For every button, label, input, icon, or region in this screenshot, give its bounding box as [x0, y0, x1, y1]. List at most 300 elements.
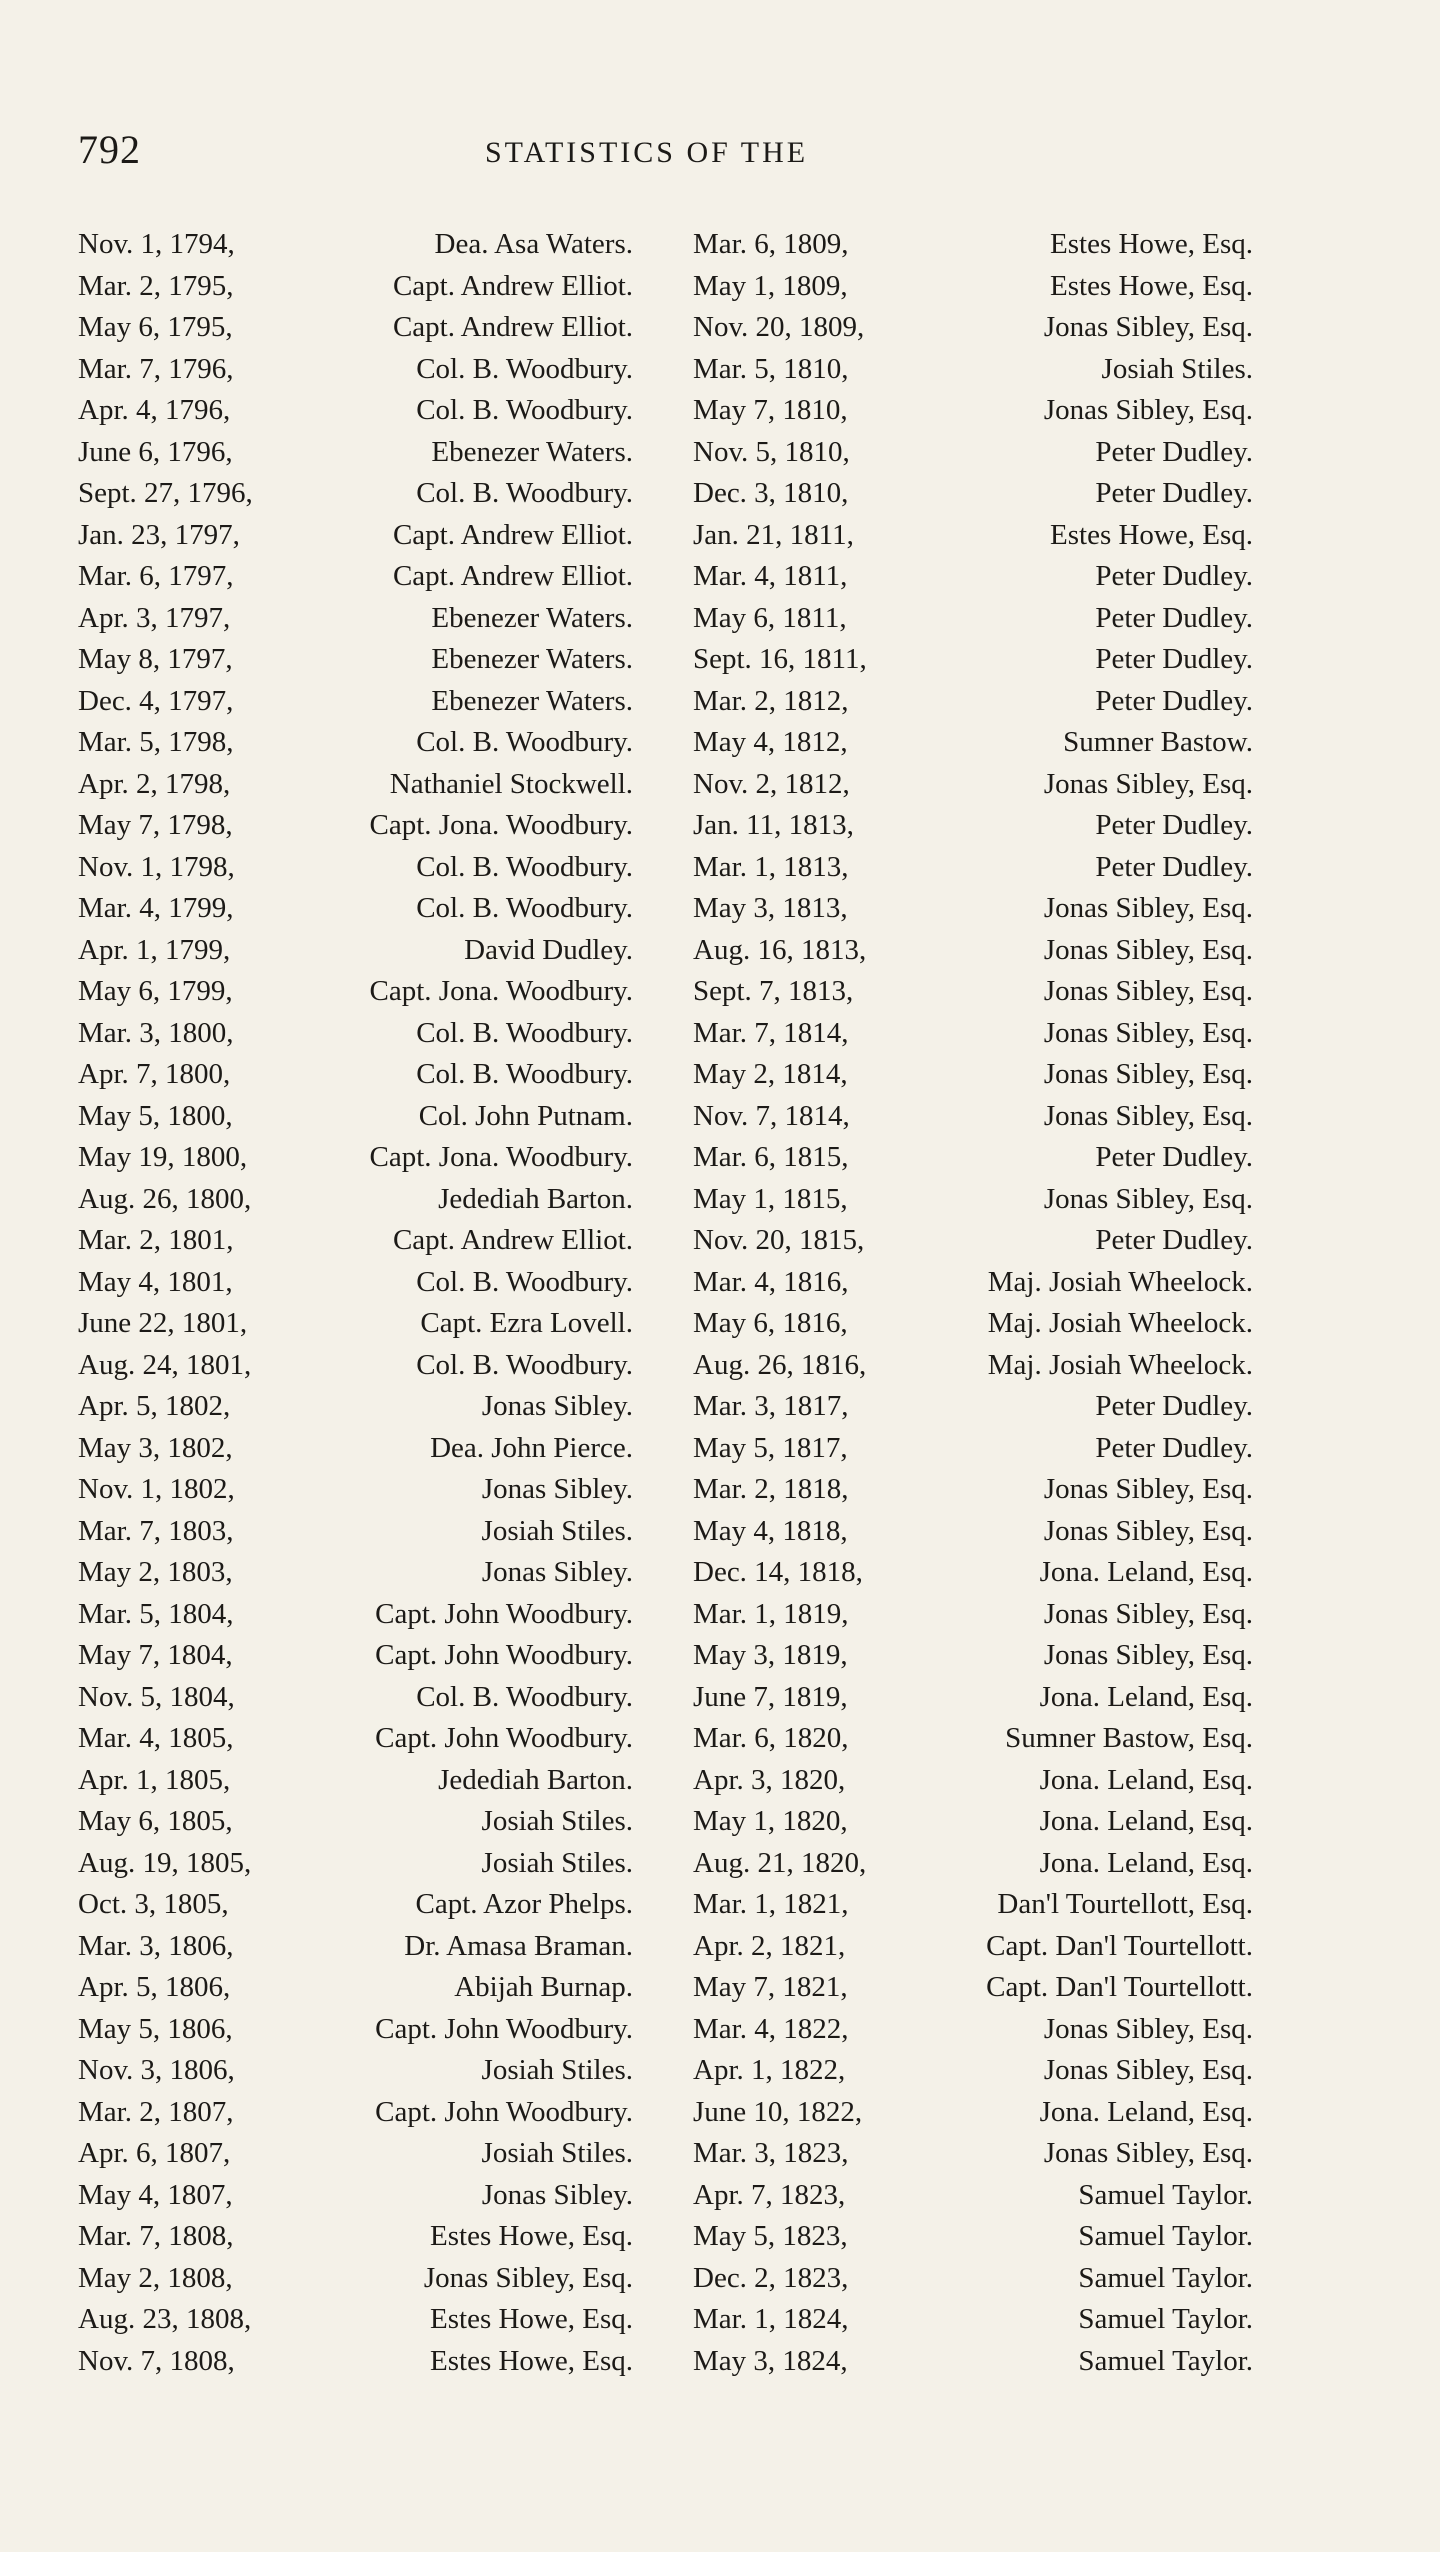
meeting-entry [693, 224, 1253, 266]
meeting-date: Sept. 16, 1811, [693, 643, 867, 675]
moderator-name: Dr. Amasa Braman. [404, 1929, 633, 1962]
meeting-entry [78, 1220, 633, 1262]
moderator-name: Nathaniel Stockwell. [389, 767, 633, 800]
meeting-entry [693, 1926, 1253, 1968]
meeting-date: Dec. 14, 1818, [693, 1556, 863, 1588]
moderator-name: Jona. Leland, Esq. [1039, 1805, 1253, 1837]
meeting-date: Aug. 26, 1800, [78, 1182, 252, 1215]
meeting-entry [693, 2341, 1253, 2383]
meeting-entry [693, 930, 1253, 972]
meeting-date: Apr. 1, 1799, [78, 933, 231, 966]
meeting-entry [78, 1926, 633, 1968]
moderator-name: Peter Dudley. [1095, 601, 1253, 634]
meeting-entry [78, 473, 633, 515]
meeting-entry [693, 349, 1253, 391]
moderator-name: Jedediah Barton. [438, 1182, 633, 1215]
moderator-name: Estes Howe, Esq. [1050, 269, 1253, 302]
meeting-date: Mar. 7, 1814, [693, 1016, 849, 1049]
meeting-date: Apr. 2, 1821, [693, 1929, 846, 1962]
meeting-date: Mar. 6, 1815, [693, 1141, 849, 1173]
moderator-name: Estes Howe, Esq. [430, 2220, 633, 2252]
moderator-name: Jona. Leland, Esq. [1039, 1763, 1253, 1796]
moderator-name: Dea. John Pierce. [430, 1431, 633, 1464]
meeting-date: June 10, 1822, [693, 2095, 863, 2128]
moderator-name: Capt. John Woodbury. [375, 1639, 633, 1671]
meeting-date: Mar. 6, 1809, [693, 228, 849, 260]
meeting-date: Apr. 3, 1797, [78, 601, 231, 634]
moderator-name: Capt. John Woodbury. [375, 1722, 633, 1754]
moderator-name: Peter Dudley. [1095, 1431, 1253, 1464]
meeting-entry [693, 2009, 1253, 2051]
moderator-name: Jonas Sibley, Esq. [1043, 1058, 1253, 1090]
meeting-date: May 2, 1814, [693, 1058, 848, 1090]
meeting-date: May 1, 1815, [693, 1182, 848, 1215]
moderator-name: Estes Howe, Esq. [1050, 518, 1253, 551]
meeting-entry [693, 888, 1253, 930]
meeting-date: May 6, 1799, [78, 975, 233, 1007]
meeting-entry [693, 1137, 1253, 1179]
meeting-date: Mar. 2, 1807, [78, 2095, 234, 2128]
moderator-name: Jonas Sibley, Esq. [1043, 1473, 1253, 1505]
meeting-entry [78, 847, 633, 889]
meeting-entry [693, 2216, 1253, 2258]
moderator-name: Peter Dudley. [1095, 560, 1253, 592]
moderator-name: Capt. John Woodbury. [375, 1597, 633, 1630]
meeting-entry [78, 2175, 633, 2217]
meeting-date: Nov. 7, 1814, [693, 1099, 850, 1132]
moderator-name: Samuel Taylor. [1078, 2261, 1253, 2294]
moderator-name: Col. B. Woodbury. [416, 1058, 633, 1090]
meeting-entry [78, 1677, 633, 1719]
meeting-entry [693, 1594, 1253, 1636]
moderator-name: Ebenezer Waters. [431, 684, 633, 717]
moderator-name: Capt. Jona. Woodbury. [369, 809, 633, 841]
meeting-entry [78, 1345, 633, 1387]
moderator-name: Jonas Sibley. [481, 1556, 633, 1588]
moderator-name: Maj. Josiah Wheelock. [987, 1348, 1253, 1381]
moderator-name: Capt. Dan'l Tourtellott. [986, 1971, 1253, 2003]
meeting-date: Apr. 4, 1796, [78, 394, 231, 426]
meeting-date: Apr. 6, 1807, [78, 2137, 231, 2169]
meeting-entry [78, 639, 633, 681]
meeting-entry [78, 2009, 633, 2051]
moderator-name: Jona. Leland, Esq. [1039, 1846, 1253, 1879]
page-number: 792 [78, 127, 141, 172]
moderator-name: Capt. Andrew Elliot. [392, 269, 633, 302]
meeting-date: May 5, 1823, [693, 2220, 848, 2252]
meeting-entry [78, 1967, 633, 2009]
meeting-entry [693, 681, 1253, 723]
meeting-entry [693, 1552, 1253, 1594]
meeting-date: May 6, 1795, [78, 311, 233, 343]
meeting-entry [78, 1760, 633, 1802]
meeting-entry [78, 598, 633, 640]
meeting-date: May 3, 1802, [78, 1431, 233, 1464]
moderator-name: Jonas Sibley, Esq. [1043, 394, 1253, 426]
meeting-date: Jan. 23, 1797, [78, 518, 240, 551]
meeting-date: Mar. 2, 1812, [693, 684, 849, 717]
moderator-name: Capt. Ezra Lovell. [420, 1307, 633, 1339]
meeting-date: Dec. 3, 1810, [693, 477, 849, 509]
moderator-name: Capt. Andrew Elliot. [392, 560, 633, 592]
meeting-date: Dec. 2, 1823, [693, 2261, 849, 2294]
moderator-name: Col. B. Woodbury. [416, 1348, 633, 1381]
moderator-name: Maj. Josiah Wheelock. [987, 1265, 1253, 1298]
moderator-name: Dea. Asa Waters. [434, 228, 633, 260]
moderator-name: Col. B. Woodbury. [416, 394, 633, 426]
meeting-entry [693, 2175, 1253, 2217]
moderator-name: Peter Dudley. [1095, 1141, 1253, 1173]
meeting-entry [78, 2299, 633, 2341]
moderator-name: Ebenezer Waters. [431, 601, 633, 634]
meeting-entry [693, 2133, 1253, 2175]
meeting-entry [78, 1096, 633, 1138]
meeting-entry [78, 1843, 633, 1885]
meeting-entry [693, 2299, 1253, 2341]
moderator-name: Capt. Andrew Elliot. [392, 311, 633, 343]
moderator-name: Capt. John Woodbury. [375, 2012, 633, 2045]
moderator-name: Jonas Sibley, Esq. [1043, 975, 1253, 1007]
meeting-date: Aug. 19, 1805, [78, 1846, 252, 1879]
meeting-entry [78, 1428, 633, 1470]
moderator-name: David Dudley. [464, 933, 633, 966]
meeting-entry [78, 971, 633, 1013]
moderator-name: Estes Howe, Esq. [1050, 228, 1253, 260]
meeting-date: Mar. 1, 1813, [693, 850, 849, 883]
moderator-name: Col. B. Woodbury. [416, 1680, 633, 1713]
moderator-name: Jona. Leland, Esq. [1039, 1556, 1253, 1588]
meeting-date: Aug. 23, 1808, [78, 2303, 252, 2335]
moderator-name: Josiah Stiles. [1101, 352, 1253, 385]
moderator-name: Dan'l Tourtellott, Esq. [997, 1888, 1253, 1920]
meeting-entry [78, 432, 633, 474]
meeting-date: Nov. 20, 1815, [693, 1224, 865, 1256]
meeting-date: May 4, 1818, [693, 1514, 848, 1547]
meeting-date: Mar. 5, 1798, [78, 726, 234, 758]
meeting-date: Mar. 5, 1810, [693, 352, 849, 385]
meeting-entry [693, 1054, 1253, 1096]
meeting-entry [693, 1511, 1253, 1553]
meeting-date: May 8, 1797, [78, 643, 233, 675]
meeting-entry [78, 515, 633, 557]
meeting-date: Mar. 3, 1806, [78, 1929, 234, 1962]
meeting-entry [693, 1967, 1253, 2009]
meeting-entry [693, 639, 1253, 681]
meeting-date: Dec. 4, 1797, [78, 684, 234, 717]
moderator-name: Josiah Stiles. [481, 1805, 633, 1837]
meeting-entry [78, 2341, 633, 2383]
moderator-name: Capt. Jona. Woodbury. [369, 975, 633, 1007]
meeting-date: Aug. 26, 1816, [693, 1348, 867, 1381]
meeting-date: Nov. 20, 1809, [693, 311, 865, 343]
meeting-date: Sept. 27, 1796, [78, 477, 253, 509]
moderator-name: Jonas Sibley, Esq. [1043, 1639, 1253, 1671]
meeting-entry [693, 1262, 1253, 1304]
meeting-entry [693, 2258, 1253, 2300]
meeting-date: May 7, 1810, [693, 394, 848, 426]
meeting-entry [78, 1386, 633, 1428]
meeting-date: Apr. 1, 1822, [693, 2054, 846, 2086]
meeting-entry [78, 556, 633, 598]
meeting-date: Nov. 1, 1794, [78, 228, 235, 260]
running-title: STATISTICS OF THE [485, 136, 809, 169]
moderator-name: Abijah Burnap. [454, 1971, 633, 2003]
moderator-name: Capt. Dan'l Tourtellott. [986, 1929, 1253, 1962]
meeting-entry [78, 1179, 633, 1221]
moderator-name: Jonas Sibley, Esq. [1043, 1514, 1253, 1547]
moderator-name: Capt. Andrew Elliot. [392, 518, 633, 551]
moderator-name: Ebenezer Waters. [431, 643, 633, 675]
meeting-date: Nov. 1, 1802, [78, 1473, 235, 1505]
moderator-name: Peter Dudley. [1095, 1224, 1253, 1256]
meeting-entry [78, 1013, 633, 1055]
meeting-entry [693, 1428, 1253, 1470]
meeting-entry [693, 266, 1253, 308]
meeting-date: Nov. 3, 1806, [78, 2054, 235, 2086]
meeting-date: Mar. 1, 1821, [693, 1888, 849, 1920]
meeting-entry [693, 390, 1253, 432]
moderator-name: Col. B. Woodbury. [416, 1265, 633, 1298]
meeting-entry [78, 2092, 633, 2134]
meeting-entry [78, 1884, 633, 1926]
meeting-entry [78, 681, 633, 723]
meeting-entry [693, 432, 1253, 474]
meeting-date: May 6, 1805, [78, 1805, 233, 1837]
meeting-entry [693, 1635, 1253, 1677]
meeting-date: May 1, 1820, [693, 1805, 848, 1837]
meeting-date: May 2, 1803, [78, 1556, 233, 1588]
meeting-entry [693, 598, 1253, 640]
moderator-name: Josiah Stiles. [481, 2137, 633, 2169]
meeting-date: Mar. 4, 1811, [693, 560, 848, 592]
meeting-date: May 5, 1806, [78, 2012, 233, 2045]
meeting-entry [693, 1096, 1253, 1138]
meeting-entry [78, 1137, 633, 1179]
moderator-name: Sumner Bastow. [1063, 726, 1253, 758]
meeting-date: Nov. 5, 1810, [693, 435, 850, 468]
moderator-name: Col. B. Woodbury. [416, 477, 633, 509]
meeting-entry [78, 2258, 633, 2300]
meeting-date: Nov. 2, 1812, [693, 767, 850, 800]
meeting-entry [78, 888, 633, 930]
left-column [78, 224, 633, 2382]
meeting-date: June 6, 1796, [78, 435, 233, 468]
meeting-entry [693, 971, 1253, 1013]
meeting-date: Apr. 7, 1800, [78, 1058, 231, 1090]
meeting-date: Mar. 4, 1799, [78, 892, 234, 924]
moderator-name: Jonas Sibley. [481, 2178, 633, 2211]
meeting-date: May 6, 1811, [693, 601, 847, 634]
moderator-name: Jonas Sibley, Esq. [1043, 2012, 1253, 2045]
moderator-name: Jonas Sibley, Esq. [1043, 2054, 1253, 2086]
meeting-date: May 5, 1817, [693, 1431, 848, 1464]
meeting-entry [78, 349, 633, 391]
moderator-name: Samuel Taylor. [1078, 2220, 1253, 2252]
meeting-entry [78, 1718, 633, 1760]
moderator-name: Jona. Leland, Esq. [1039, 1680, 1253, 1713]
meeting-date: May 3, 1813, [693, 892, 848, 924]
moderator-name: Jonas Sibley. [481, 1390, 633, 1422]
meeting-entry [78, 2050, 633, 2092]
moderator-name: Col. B. Woodbury. [416, 850, 633, 883]
moderator-name: Jonas Sibley, Esq. [1043, 1016, 1253, 1049]
moderator-name: Capt. Andrew Elliot. [392, 1224, 633, 1256]
meeting-entry [78, 1635, 633, 1677]
meeting-entry [693, 515, 1253, 557]
meeting-entry [693, 1345, 1253, 1387]
meeting-entry [693, 473, 1253, 515]
moderator-name: Capt. Azor Phelps. [415, 1888, 633, 1920]
meeting-entry [78, 1303, 633, 1345]
meeting-entry [693, 1801, 1253, 1843]
meeting-date: May 2, 1808, [78, 2261, 233, 2294]
moderator-name: Jonas Sibley, Esq. [1043, 892, 1253, 924]
meeting-date: May 6, 1816, [693, 1307, 848, 1339]
meeting-entry [78, 805, 633, 847]
moderator-name: Samuel Taylor. [1078, 2344, 1253, 2377]
meeting-date: Mar. 1, 1819, [693, 1597, 849, 1630]
meeting-date: Mar. 7, 1803, [78, 1514, 234, 1547]
meeting-date: Nov. 7, 1808, [78, 2344, 235, 2377]
meeting-date: Mar. 5, 1804, [78, 1597, 234, 1630]
meeting-date: Mar. 4, 1822, [693, 2012, 849, 2045]
meeting-entry [693, 1718, 1253, 1760]
meeting-date: May 7, 1821, [693, 1971, 848, 2003]
moderator-name: Josiah Stiles. [481, 1846, 633, 1879]
meeting-date: Oct. 3, 1805, [78, 1888, 229, 1920]
meeting-entry [693, 1220, 1253, 1262]
meeting-date: May 3, 1824, [693, 2344, 848, 2377]
meeting-date: Apr. 7, 1823, [693, 2178, 846, 2211]
meeting-entry [78, 1511, 633, 1553]
moderator-name: Col. B. Woodbury. [416, 726, 633, 758]
meeting-entry [693, 2092, 1253, 2134]
moderator-name: Sumner Bastow, Esq. [1005, 1722, 1253, 1754]
moderator-name: Samuel Taylor. [1078, 2178, 1253, 2211]
moderator-name: Jonas Sibley, Esq. [1043, 311, 1253, 343]
meeting-entry [693, 1386, 1253, 1428]
moderator-name: Jedediah Barton. [438, 1763, 633, 1796]
moderator-name: Peter Dudley. [1095, 477, 1253, 509]
meeting-date: Aug. 24, 1801, [78, 1348, 252, 1381]
moderator-name: Jona. Leland, Esq. [1039, 2095, 1253, 2128]
meeting-date: Aug. 16, 1813, [693, 933, 867, 966]
meeting-date: June 7, 1819, [693, 1680, 848, 1713]
moderator-name: Col. B. Woodbury. [416, 352, 633, 385]
moderator-name: Peter Dudley. [1095, 809, 1253, 841]
meeting-entry [78, 1594, 633, 1636]
meeting-date: Apr. 2, 1798, [78, 767, 231, 800]
moderator-name: Peter Dudley. [1095, 1390, 1253, 1422]
moderator-name: Col. B. Woodbury. [416, 892, 633, 924]
meeting-date: Apr. 5, 1802, [78, 1390, 231, 1422]
meeting-date: Mar. 2, 1795, [78, 269, 234, 302]
meeting-entry [78, 1552, 633, 1594]
moderator-name: Estes Howe, Esq. [430, 2303, 633, 2335]
meeting-entry [78, 224, 633, 266]
meeting-date: Mar. 7, 1808, [78, 2220, 234, 2252]
meeting-entry [78, 1801, 633, 1843]
meeting-date: May 5, 1800, [78, 1099, 233, 1132]
meeting-date: Nov. 5, 1804, [78, 1680, 235, 1713]
meeting-date: Apr. 5, 1806, [78, 1971, 231, 2003]
moderator-name: Peter Dudley. [1095, 684, 1253, 717]
meeting-date: Mar. 2, 1818, [693, 1473, 849, 1505]
moderator-name: Josiah Stiles. [481, 1514, 633, 1547]
meeting-entry [78, 930, 633, 972]
meeting-entry [693, 1013, 1253, 1055]
meeting-entry [78, 307, 633, 349]
meeting-entry [693, 1469, 1253, 1511]
meeting-date: Mar. 1, 1824, [693, 2303, 849, 2335]
moderator-name: Jonas Sibley, Esq. [1043, 2137, 1253, 2169]
moderator-name: Jonas Sibley, Esq. [423, 2261, 633, 2294]
meeting-date: May 3, 1819, [693, 1639, 848, 1671]
meeting-date: Jan. 11, 1813, [693, 809, 854, 841]
moderator-name: Jonas Sibley, Esq. [1043, 933, 1253, 966]
meeting-date: Mar. 4, 1805, [78, 1722, 234, 1754]
meeting-entry [78, 1054, 633, 1096]
moderator-name: Ebenezer Waters. [431, 435, 633, 468]
meeting-date: May 4, 1812, [693, 726, 848, 758]
meeting-entry [693, 1760, 1253, 1802]
meeting-entry [693, 307, 1253, 349]
meeting-date: Mar. 2, 1801, [78, 1224, 234, 1256]
moderator-name: Peter Dudley. [1095, 643, 1253, 675]
meeting-date: Mar. 3, 1823, [693, 2137, 849, 2169]
meeting-date: Mar. 4, 1816, [693, 1265, 849, 1298]
meeting-date: Aug. 21, 1820, [693, 1846, 867, 1879]
meeting-date: Apr. 3, 1820, [693, 1763, 846, 1796]
meeting-date: Nov. 1, 1798, [78, 850, 235, 883]
moderator-name: Jonas Sibley, Esq. [1043, 1099, 1253, 1132]
meeting-entry [693, 556, 1253, 598]
moderator-name: Jonas Sibley, Esq. [1043, 1597, 1253, 1630]
meeting-entry [78, 1469, 633, 1511]
meeting-entry [693, 1843, 1253, 1885]
meeting-date: Mar. 3, 1800, [78, 1016, 234, 1049]
meeting-entry [693, 2050, 1253, 2092]
meeting-entry [78, 2133, 633, 2175]
meeting-date: May 7, 1804, [78, 1639, 233, 1671]
moderator-name: Col. B. Woodbury. [416, 1016, 633, 1049]
meeting-entry [693, 1179, 1253, 1221]
meeting-entry [693, 722, 1253, 764]
meeting-entry [693, 1677, 1253, 1719]
meeting-entry [693, 805, 1253, 847]
meeting-date: Mar. 6, 1820, [693, 1722, 849, 1754]
meeting-entry [78, 266, 633, 308]
right-column [693, 224, 1253, 2382]
meeting-date: May 4, 1801, [78, 1265, 233, 1298]
meeting-date: Sept. 7, 1813, [693, 975, 854, 1007]
meeting-date: Jan. 21, 1811, [693, 518, 854, 551]
meeting-date: May 4, 1807, [78, 2178, 233, 2211]
moderator-name: Capt. John Woodbury. [375, 2095, 633, 2128]
meeting-entry [78, 722, 633, 764]
moderator-name: Jonas Sibley, Esq. [1043, 1182, 1253, 1215]
moderator-name: Peter Dudley. [1095, 435, 1253, 468]
moderator-name: Josiah Stiles. [481, 2054, 633, 2086]
meeting-entry [693, 847, 1253, 889]
meeting-entry [693, 1884, 1253, 1926]
meeting-date: May 1, 1809, [693, 269, 848, 302]
meeting-entry [78, 764, 633, 806]
moderator-name: Jonas Sibley, Esq. [1043, 767, 1253, 800]
meeting-date: May 7, 1798, [78, 809, 233, 841]
meeting-entry [693, 764, 1253, 806]
meeting-date: May 19, 1800, [78, 1141, 248, 1173]
